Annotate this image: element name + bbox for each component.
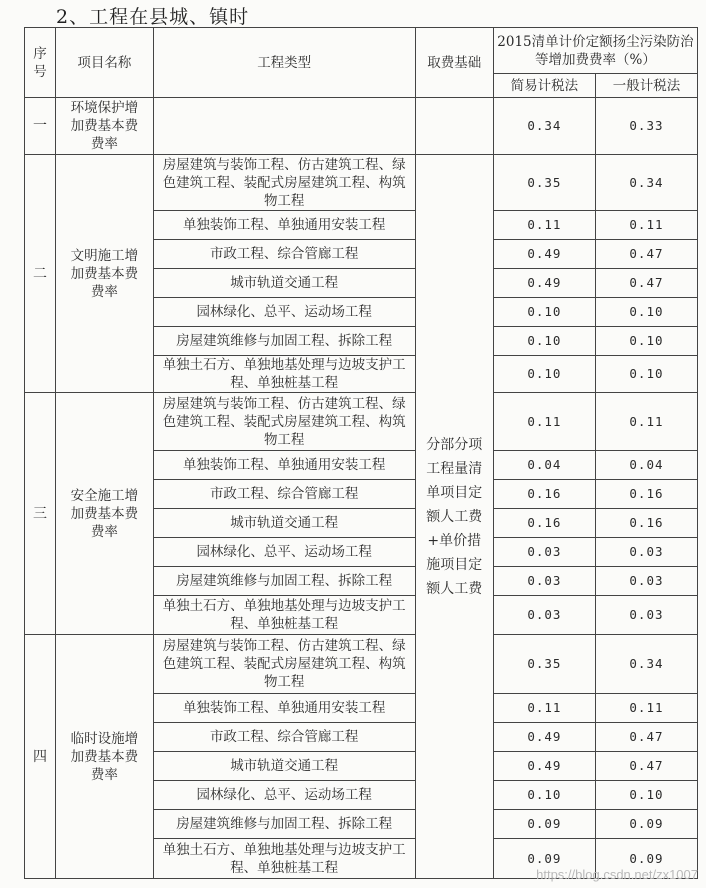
general-tax-rate: 0.09 bbox=[595, 810, 697, 839]
table-row bbox=[25, 393, 698, 451]
general-tax-rate: 0.16 bbox=[595, 509, 697, 538]
simple-tax-rate: 0.10 bbox=[493, 327, 595, 356]
project-type-cell: 园林绿化、总平、运动场工程 bbox=[153, 298, 415, 327]
header-project-type: 工程类型 bbox=[153, 28, 415, 98]
project-type-cell: 单独装饰工程、单独通用安装工程 bbox=[153, 694, 415, 723]
general-tax-rate: 0.10 bbox=[595, 327, 697, 356]
project-type-cell bbox=[153, 98, 415, 155]
table-row bbox=[25, 635, 698, 694]
simple-tax-rate: 0.35 bbox=[493, 155, 595, 211]
project-type-cell: 城市轨道交通工程 bbox=[153, 269, 415, 298]
simple-tax-rate: 0.16 bbox=[493, 509, 595, 538]
general-tax-rate: 0.33 bbox=[595, 98, 697, 155]
group-name: 临时设施增加费基本费费率 bbox=[55, 635, 153, 879]
simple-tax-rate: 0.49 bbox=[493, 723, 595, 752]
general-tax-rate: 0.10 bbox=[595, 356, 697, 393]
project-type-cell: 单独土石方、单独地基处理与边坡支护工程、单独桩基工程 bbox=[153, 356, 415, 393]
project-type-cell: 单独装饰工程、单独通用安装工程 bbox=[153, 451, 415, 480]
simple-tax-rate: 0.49 bbox=[493, 752, 595, 781]
watermark: https://blog.csdn.net/zx1007 bbox=[536, 867, 698, 882]
project-type-cell: 园林绿化、总平、运动场工程 bbox=[153, 538, 415, 567]
simple-tax-rate: 0.11 bbox=[493, 694, 595, 723]
general-tax-rate: 0.04 bbox=[595, 451, 697, 480]
simple-tax-rate: 0.49 bbox=[493, 240, 595, 269]
general-tax-rate: 0.47 bbox=[595, 752, 697, 781]
project-type-cell: 房屋建筑与装饰工程、仿古建筑工程、绿色建筑工程、装配式房屋建筑工程、构筑物工程 bbox=[153, 393, 415, 451]
project-type-cell: 市政工程、综合管廊工程 bbox=[153, 480, 415, 509]
project-type-cell: 房屋建筑维修与加固工程、拆除工程 bbox=[153, 810, 415, 839]
simple-tax-rate: 0.10 bbox=[493, 356, 595, 393]
general-tax-rate: 0.34 bbox=[595, 635, 697, 694]
header-rate-title: 2015清单计价定额扬尘污染防治等增加费费率（%） bbox=[493, 28, 697, 74]
simple-tax-rate: 0.35 bbox=[493, 635, 595, 694]
project-type-cell: 房屋建筑维修与加固工程、拆除工程 bbox=[153, 567, 415, 596]
general-tax-rate: 0.16 bbox=[595, 480, 697, 509]
project-type-cell: 园林绿化、总平、运动场工程 bbox=[153, 781, 415, 810]
header-fee-base: 取费基础 bbox=[415, 28, 493, 98]
simple-tax-rate: 0.04 bbox=[493, 451, 595, 480]
simple-tax-rate: 0.03 bbox=[493, 538, 595, 567]
simple-tax-rate: 0.16 bbox=[493, 480, 595, 509]
project-type-cell: 单独装饰工程、单独通用安装工程 bbox=[153, 211, 415, 240]
group-seq: 四 bbox=[25, 635, 56, 879]
simple-tax-rate: 0.09 bbox=[493, 810, 595, 839]
project-type-cell: 市政工程、综合管廊工程 bbox=[153, 240, 415, 269]
simple-tax-rate: 0.03 bbox=[493, 596, 595, 635]
general-tax-rate: 0.11 bbox=[595, 211, 697, 240]
header-simple-tax: 简易计税法 bbox=[493, 74, 595, 98]
general-tax-rate: 0.47 bbox=[595, 240, 697, 269]
header-general-tax: 一般计税法 bbox=[595, 74, 697, 98]
general-tax-rate: 0.03 bbox=[595, 596, 697, 635]
general-tax-rate: 0.11 bbox=[595, 393, 697, 451]
simple-tax-rate: 0.11 bbox=[493, 211, 595, 240]
fee-base-empty-cell bbox=[415, 98, 493, 155]
project-type-cell: 房屋建筑与装饰工程、仿古建筑工程、绿色建筑工程、装配式房屋建筑工程、构筑物工程 bbox=[153, 635, 415, 694]
project-type-cell: 城市轨道交通工程 bbox=[153, 509, 415, 538]
table-row bbox=[25, 98, 698, 155]
project-type-cell: 城市轨道交通工程 bbox=[153, 752, 415, 781]
simple-tax-rate: 0.49 bbox=[493, 269, 595, 298]
group-name: 环境保护增加费基本费费率 bbox=[55, 98, 153, 155]
group-name: 文明施工增加费基本费费率 bbox=[55, 155, 153, 393]
simple-tax-rate: 0.34 bbox=[493, 98, 595, 155]
project-type-cell: 房屋建筑与装饰工程、仿古建筑工程、绿色建筑工程、装配式房屋建筑工程、构筑物工程 bbox=[153, 155, 415, 211]
general-tax-rate: 0.10 bbox=[595, 781, 697, 810]
general-tax-rate: 0.09 bbox=[595, 839, 697, 879]
simple-tax-rate: 0.03 bbox=[493, 567, 595, 596]
general-tax-rate: 0.34 bbox=[595, 155, 697, 211]
project-type-cell: 单独土石方、单独地基处理与边坡支护工程、单独桩基工程 bbox=[153, 839, 415, 879]
general-tax-rate: 0.10 bbox=[595, 298, 697, 327]
table-row bbox=[25, 155, 698, 211]
section-heading: 2、工程在县城、镇时 bbox=[56, 6, 250, 28]
group-seq: 二 bbox=[25, 155, 56, 393]
header-project-name: 项目名称 bbox=[55, 28, 153, 98]
fee-rate-table bbox=[24, 27, 698, 879]
simple-tax-rate: 0.11 bbox=[493, 393, 595, 451]
general-tax-rate: 0.47 bbox=[595, 723, 697, 752]
simple-tax-rate: 0.09 bbox=[493, 839, 595, 879]
group-name: 安全施工增加费基本费费率 bbox=[55, 393, 153, 635]
project-type-cell: 房屋建筑维修与加固工程、拆除工程 bbox=[153, 327, 415, 356]
group-seq: 三 bbox=[25, 393, 56, 635]
group-seq: 一 bbox=[25, 98, 56, 155]
simple-tax-rate: 0.10 bbox=[493, 298, 595, 327]
project-type-cell: 单独土石方、单独地基处理与边坡支护工程、单独桩基工程 bbox=[153, 596, 415, 635]
table-body bbox=[25, 98, 698, 879]
fee-base-cell: 分部分项工程量清单项目定额人工费+单价措施项目定额人工费 bbox=[415, 155, 493, 879]
general-tax-rate: 0.03 bbox=[595, 567, 697, 596]
project-type-cell: 市政工程、综合管廊工程 bbox=[153, 723, 415, 752]
general-tax-rate: 0.47 bbox=[595, 269, 697, 298]
general-tax-rate: 0.11 bbox=[595, 694, 697, 723]
simple-tax-rate: 0.10 bbox=[493, 781, 595, 810]
header-seq: 序号 bbox=[25, 28, 56, 98]
general-tax-rate: 0.03 bbox=[595, 538, 697, 567]
